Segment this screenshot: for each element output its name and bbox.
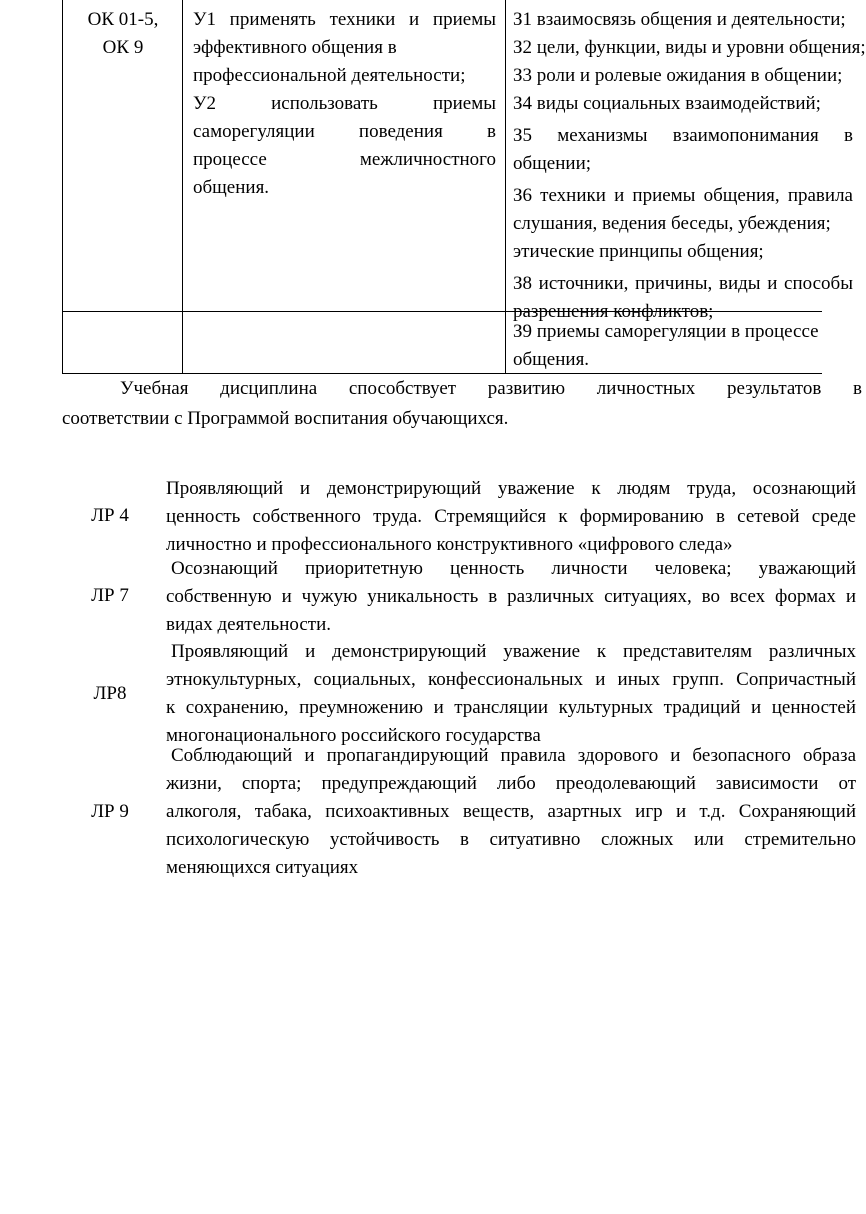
lr-line: многонационального российского государства — [166, 725, 541, 746]
knowledge-line: этические принципы общения; — [513, 241, 764, 262]
lr-line: к сохранению, преумножению и трансляции культурных традиций и ценностей — [166, 697, 856, 718]
lr-line: собственную и чужую уникальность в различных ситуациях, во всех формах и — [166, 586, 856, 607]
table-border-col2 — [505, 0, 506, 374]
knowledge-line: З8 источники, причины, виды и способы — [513, 273, 853, 294]
lr-line: Проявляющий и демонстрирующий уважение к представителям различных — [171, 641, 856, 662]
knowledge-line: З6 техники и приемы общения, правила — [513, 185, 853, 206]
table-border-col1 — [182, 0, 183, 374]
skill-line: профессиональной деятельности; — [193, 65, 466, 86]
paragraph-line: соответствии с Программой воспитания обучающихся. — [62, 408, 509, 429]
lr-description — [166, 742, 856, 882]
table-border-left — [62, 0, 63, 374]
lr-line: видах деятельности. — [166, 614, 332, 635]
lr-description — [166, 555, 856, 639]
skill-line: эффективного общения в — [193, 37, 397, 58]
lr-code: ЛР 7 — [91, 585, 129, 606]
knowledge-line: З3 роли и ролевые ожидания в общении; — [513, 65, 843, 86]
knowledge-line: общения. — [513, 349, 590, 370]
competence-line: ОК 01-5, — [87, 9, 159, 30]
lr-line: ценность собственного труда. Стремящийся к формированию в сетевой среде — [166, 506, 856, 527]
knowledge-line: слушания, ведения беседы, убеждения; — [513, 213, 831, 234]
competence-line: ОК 9 — [102, 37, 144, 58]
knowledge-cell — [513, 6, 866, 326]
intro-paragraph — [62, 374, 862, 434]
lr-line: Проявляющий и демонстрирующий уважение к людям труда, осознающий — [166, 478, 856, 499]
skill-line: процессе межличностного — [193, 149, 496, 170]
lr-description — [166, 475, 856, 559]
lr-code: ЛР8 — [93, 683, 127, 704]
skill-line: общения. — [193, 177, 270, 198]
lr-code: ЛР 9 — [91, 801, 129, 822]
paragraph-line: Учебная дисциплина способствует развитию личностных результатов в — [120, 378, 862, 399]
lr-line: меняющихся ситуациях — [166, 857, 359, 878]
lr-line: Осознающий приоритетную ценность личности человека; уважающий — [171, 558, 856, 579]
lr-line: Соблюдающий и пропагандирующий правила здорового и безопасного образа — [171, 745, 856, 766]
knowledge-line: общении; — [513, 153, 592, 174]
lr-line: алкоголя, табака, психоактивных веществ, азартных игр и т.д. Сохраняющий — [166, 801, 856, 822]
knowledge-line: З5 механизмы взаимопонимания в — [513, 125, 853, 146]
skill-line: У1 применять техники и приемы — [193, 9, 496, 30]
knowledge-line: З4 виды социальных взаимодействий; — [513, 93, 821, 114]
knowledge-line: З9 приемы саморегуляции в процессе — [513, 321, 819, 342]
skill-line: У2 использовать приемы — [193, 93, 496, 114]
lr-description — [166, 638, 856, 750]
skills-cell — [193, 6, 496, 202]
knowledge-line: З1 взаимосвязь общения и деятельности; — [513, 9, 846, 30]
skill-line: саморегуляции поведения в — [193, 121, 496, 142]
lr-line: этнокультурных, социальных, конфессиональных и иных групп. Сопричастный — [166, 669, 856, 690]
knowledge-line: разрешения конфликтов; — [513, 301, 714, 322]
knowledge-cell-row2 — [513, 318, 819, 374]
lr-line: личностно и профессионального конструктивного «цифрового следа» — [166, 534, 733, 555]
lr-code: ЛР 4 — [91, 505, 129, 526]
competence-cell — [64, 6, 182, 62]
lr-line: психологическую устойчивость в ситуативно сложных или стремительно — [166, 829, 856, 850]
knowledge-line: З2 цели, функции, виды и уровни общения; — [513, 37, 866, 58]
lr-line: жизни, спорта; предупреждающий либо преодолевающий зависимости от — [166, 773, 856, 794]
